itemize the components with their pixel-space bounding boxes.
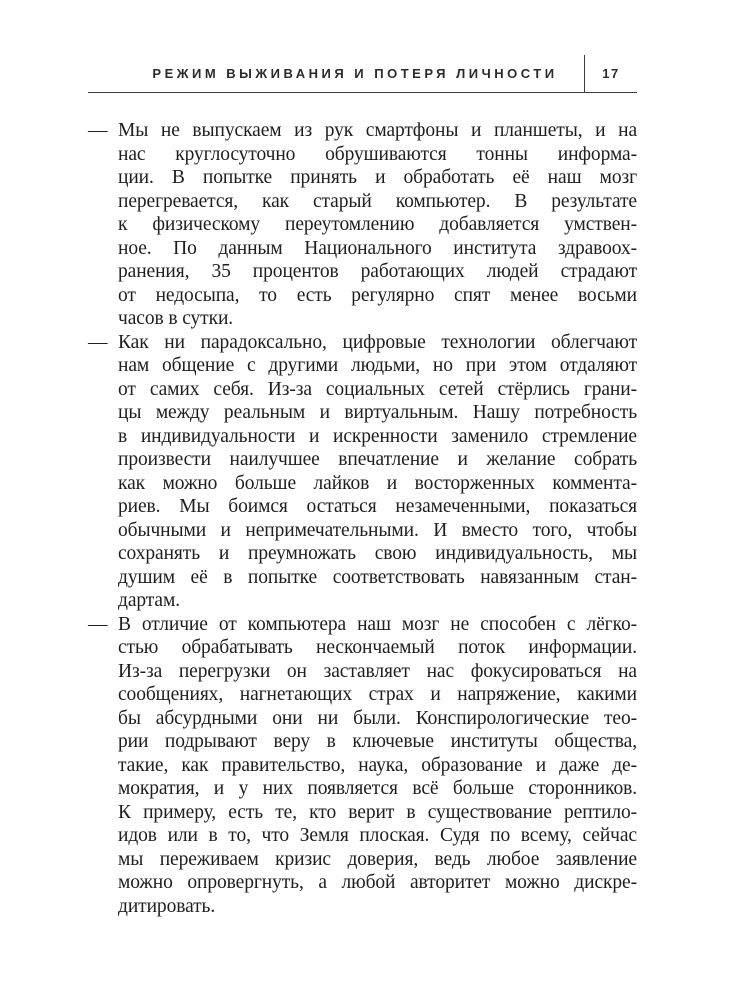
text-line: произвести наилучшее впечатление и желание собрать (118, 449, 637, 470)
text-line: риев. Мы боимся остаться незамеченными, показаться (118, 496, 637, 517)
em-dash-marker: — (88, 120, 108, 141)
text-line: в индивидуальности и искренности заменило стремление (118, 425, 637, 447)
text-line: В отличие от компьютера наш мозг не способен с лёгко- (118, 613, 637, 635)
text-line: ции. В попытке принять и обработать её наш мозг (118, 167, 637, 188)
text-line: стью обрабатывать нескончаемый поток информации. (118, 637, 637, 658)
bullet-paragraph (88, 613, 637, 919)
text-line: нас круглосуточно обрушиваются тонны информа- (118, 143, 637, 165)
text-line: цы между реальным и виртуальным. Нашу потребность (118, 402, 637, 423)
page-number: 17 (602, 65, 620, 81)
chapter-title: РЕЖИМ ВЫЖИВАНИЯ И ПОТЕРЯ ЛИЧНОСТИ (152, 65, 558, 81)
text-line: Из-за перегрузки он заставляет нас фокусироваться на (118, 660, 637, 682)
text-line: как можно больше лайков и восторженных коммента- (118, 472, 637, 494)
text-line: от недосыпа, то есть регулярно спят менее восьми (118, 284, 637, 306)
text-line: сообщениях, нагнетающих страх и напряжение, какими (118, 684, 637, 705)
text-line: сохранять и преумножать свою индивидуальность, мы (118, 543, 637, 564)
bullet-paragraph (88, 331, 637, 613)
text-line: обычными и непримечательными. И вместо того, чтобы (118, 519, 637, 541)
text-line: нам общение с другими людьми, но при этом отдаляют (118, 355, 637, 376)
text-line: перегревается, как старый компьютер. В результате (118, 190, 637, 212)
text-line: ранения, 35 процентов работающих людей страдают (118, 261, 637, 282)
text-line: от самих себя. Из-за социальных сетей стёрлись грани- (118, 378, 637, 400)
text-line: бы абсурдными они ни были. Конспирологические тео- (118, 707, 637, 729)
text-line: ное. По данным Национального института здравоох- (118, 237, 637, 259)
text-line: дитировать. (118, 895, 216, 917)
text-line: идов или в то, что Земля плоская. Судя по всему, сейчас (118, 825, 637, 846)
text-line: мы переживаем кризис доверия, ведь любое заявление (118, 848, 637, 870)
em-dash-marker: — (88, 613, 108, 635)
text-line: можно опровергнуть, а любой авторитет можно дискре- (118, 872, 637, 893)
em-dash-marker: — (88, 331, 108, 353)
page-body (88, 119, 637, 918)
text-line: к физическому переутомлению добавляется умствен- (118, 214, 637, 235)
text-line: дартам. (118, 590, 180, 611)
page-header (88, 55, 637, 93)
bullet-paragraph (88, 119, 637, 331)
text-line: такие, как правительство, наука, образование и даже де- (118, 754, 637, 776)
chapter-title-wrap (88, 65, 584, 83)
text-line: К примеру, есть те, кто верит в существование рептило- (118, 801, 637, 823)
text-line: мократия, и у них появляется всё больше сторонников. (118, 778, 637, 799)
text-line: Как ни парадоксально, цифровые технологии облегчают (118, 331, 637, 353)
text-line: рии подрывают веру в ключевые институты общества, (118, 731, 637, 752)
text-line: Мы не выпускаем из рук смартфоны и планшеты, и на (118, 120, 637, 141)
page-number-wrap (585, 65, 637, 83)
text-line: душим её в попытке соответствовать навязанным стан- (118, 566, 637, 588)
text-line: часов в сутки. (118, 308, 234, 329)
